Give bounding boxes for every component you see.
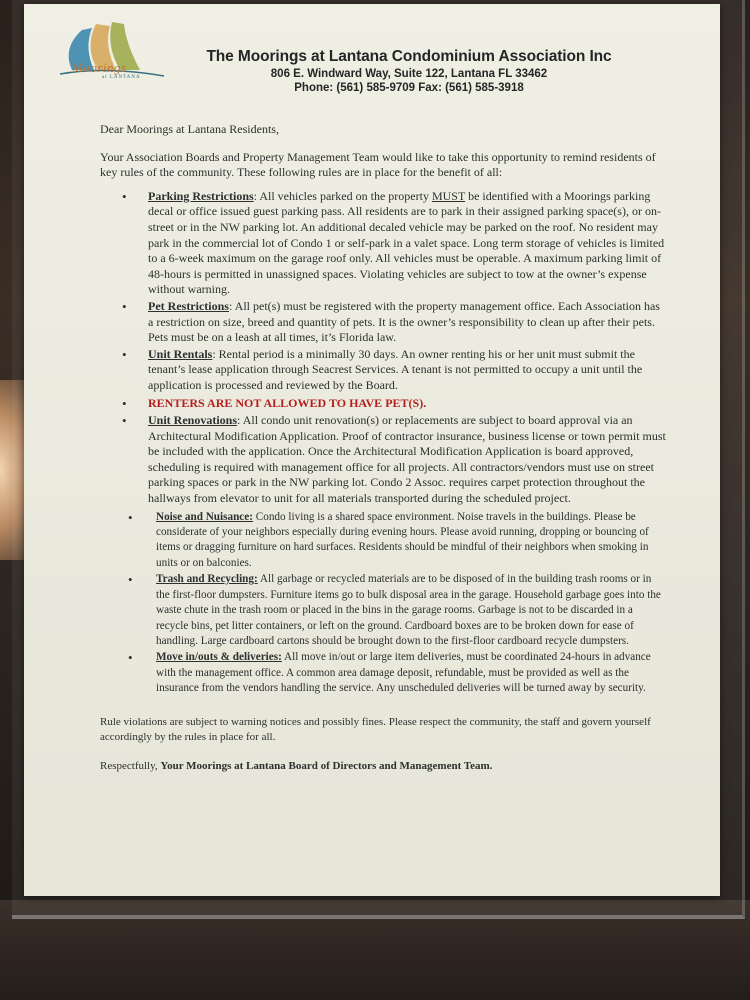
- rule-title: Unit Rentals: [148, 346, 213, 361]
- signoff: [100, 759, 666, 775]
- bullet-icon: •: [128, 572, 133, 588]
- list-item: [100, 572, 666, 649]
- bullet-icon: •: [122, 395, 127, 411]
- rule-text: : Rental period is a minimally 30 days. An owner renting his or her unit must submit the tenant’s lease application through Seacrest Services. A tenant is not permitted to occupy a unit until the application is processed and reviewed by the Board.: [148, 346, 643, 392]
- bullet-icon: •: [122, 298, 127, 314]
- signoff-name: Your Moorings at Lantana Board of Directors and Management Team.: [160, 759, 493, 772]
- greeting: Dear Moorings at Lantana Residents,: [100, 122, 279, 136]
- logo-wordmark: Moorings: [72, 60, 127, 75]
- closing-paragraph: Rule violations are subject to warning notices and possibly fines. Please respect the community, the staff and govern yourself accordingly by the rules in place for all.: [100, 715, 651, 743]
- sailboat-logo-icon: [54, 18, 174, 98]
- logo-subtext: at LANTANA: [102, 75, 141, 80]
- rule-text: : All condo unit renovation(s) or replacements are subject to board approval via an Architectural Modification Application. Proof of contractor insurance, business license or town permit must be included with the application. Once the Architectural Modification Application is board approved, scheduling is required with management office for all projects. All contractors/vendors must use on street parking spaces or park in the NW parking lot. Condo 2 Assoc. requires carpet protection throughout the hallways from elevator to unit for all materials transported during the scheduled project.: [148, 413, 666, 506]
- rules-list: [100, 189, 666, 697]
- association-address: 806 E. Windward Way, Suite 122, Lantana FL 33462: [270, 68, 548, 80]
- rule-text: All move in/out or large item deliveries, must be coordinated 24-hours in advance with the management office. A common area damage deposit, refundable, must be provided as well as the insurance from the vendors handling the service. Any unscheduled deliveries will be turned away by security.: [156, 651, 651, 695]
- rule-text: be identified with a Moorings parking decal or office issued guest parking pass. All residents are to park in their assigned parking space(s), or on-street or in the NW parking lot. An additional decaled vehicle may be parked on the roof. No resident may park in the commercial lot of Condo 1 or self-park in a valet space. Long term storage of vehicles is limited to a 6-week maximum on the garage roof only. All vehicles must be operable. A maximum parking limit of 48-hours is permitted in unassigned spaces. Violating vehicles are subject to tow at the owner’s expense without warning.: [148, 188, 665, 297]
- intro-paragraph: Your Association Boards and Property Management Team would like to take this opportunity to remind residents of key rules of the community. These following rules are in place for the benefit of all:: [100, 149, 656, 180]
- list-item: [100, 347, 666, 394]
- list-item: [100, 189, 666, 298]
- rule-title: Unit Renovations: [148, 413, 238, 428]
- rule-emphasis: MUST: [431, 188, 466, 203]
- rule-text: : All pet(s) must be registered with the property management office. Each Association has a restriction on size, breed and quantity of pets. It is the owner’s responsibility to clean up after their pets. Pets must be on a leash at all times, it’s Florida law.: [148, 298, 660, 345]
- letterhead: [174, 48, 644, 94]
- signoff-prefix: Respectfully,: [100, 759, 161, 772]
- bullet-icon: •: [128, 650, 133, 666]
- association-title: The Moorings at Lantana Condominium Association Inc: [206, 48, 612, 65]
- rule-text: All garbage or recycled materials are to be disposed of in the building trash rooms or in the first-floor dumpsters. Furniture items go to bulk disposal area in the garage. Household garbage goes into the waste chute in the trash room or placed in the bins in the garage rooms. Garbage is not to be discarded in a recycle bins, pet litter containers, or left on the ground. Cardboard boxes are to be broken down for ease of handling. Large cardboard cartons should be brought down to the first-floor cardboard recycle dumpsters.: [156, 573, 661, 647]
- bullet-icon: •: [122, 188, 127, 204]
- bullet-icon: •: [122, 413, 127, 429]
- list-item: [100, 299, 666, 346]
- rule-text: : All vehicles parked on the property: [253, 188, 432, 203]
- list-item: [100, 650, 666, 696]
- list-item: [100, 396, 666, 412]
- renters-pets-warning: RENTERS ARE NOT ALLOWED TO HAVE PET(S).: [148, 395, 427, 410]
- bullet-icon: •: [128, 509, 133, 525]
- letter-body: [100, 122, 666, 774]
- notice-paper: [24, 4, 720, 896]
- rule-title: Pet Restrictions: [148, 298, 229, 313]
- rule-title: Trash and Recycling:: [156, 573, 258, 586]
- association-phone: Phone: (561) 585-9709 Fax: (561) 585-3918: [294, 82, 524, 94]
- bullet-icon: •: [122, 346, 127, 362]
- list-item: [100, 413, 666, 507]
- list-item: [100, 510, 666, 572]
- rule-title: Noise and Nuisance:: [156, 510, 253, 523]
- rule-title: Parking Restrictions: [148, 188, 254, 203]
- rule-text: Condo living is a shared space environment. Noise travels in the buildings. Please be considerate of your neighbors especially during evening hours. Please avoid running, dropping or bouncing of items or dragging furniture on hard surfaces. Residents should be mindful of their neighbors when smoking in units or on balconies.: [156, 510, 649, 569]
- rule-title: Move in/outs & deliveries:: [156, 651, 282, 664]
